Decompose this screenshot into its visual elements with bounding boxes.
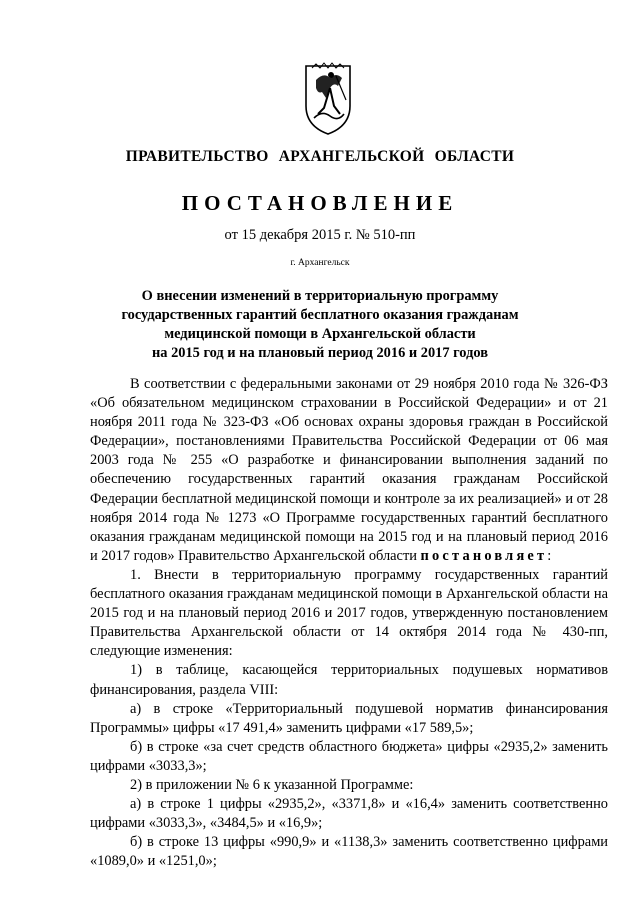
paragraph-1: 1. Внести в территориальную программу государственных гарантий бесплатного оказания гражданам медицинской помощи в Архангельской области на 2015 год и на плановый период 2016 и 2017 годов, утвержденную постановлением Правительства Архангельской области от 14 октября 2014 года № 430-пп, следующие изменения: [90,566,608,660]
paragraph-1-1-b: б) в строке «за счет средств областного бюджета» цифры «2935,2» заменить цифрами «3033,3»; [90,738,608,774]
title-line: государственных гарантий бесплатного оказания гражданам [121,307,519,323]
paragraph-1-1: 1) в таблице, касающейся территориальных подушевых нормативов финансирования, раздела VIII: [90,662,608,698]
paragraph-1-1-a: а) в строке «Территориальный подушевой норматив финансирования Программы» цифры «17 491,4» заменить цифрами «17 589,5»; [90,700,608,736]
paragraph-1-2: 2) в приложении № 6 к указанной Программе: [130,776,414,793]
paragraph-1-2-b: б) в строке 13 цифры «990,9» и «1138,3» заменить соответственно цифрами «1089,0» и «1251,0»; [90,834,608,870]
title-line: медицинской помощи в Архангельской области [164,326,476,342]
preamble-text: В соответствии с федеральными законами от 29 ноября 2010 года № 326-ФЗ «Об обязательном медицинском страховании в Российской Федерации» и от 21 ноября 2011 года № 323-ФЗ «Об основах охраны здоровья граждан в Российской Федерации», постановлениями Правительства Российской Федерации от 06 мая 2003 года № 255 «О разработке и финансировании выполнения заданий по обеспечению государственных гарантий оказания гражданам Российской Федерации бесплатной медицинской помощи и контроле за их реализацией» и от 28 ноября 2014 года № 1273 «О Программе государственных гарантий бесплатного оказания гражданам медицинской помощи на 2015 год и на плановый период 2016 и 2017 годов» Правительство Архангельской области [90,376,608,564]
coat-of-arms-emblem [300,62,356,136]
resolves-word: постановляет [420,547,548,564]
government-name: ПРАВИТЕЛЬСТВО АРХАНГЕЛЬСКОЙ ОБЛАСТИ [125,148,515,165]
document-title [90,287,550,363]
resolves-colon: : [547,547,552,564]
city: г. Архангельск [290,258,350,268]
paragraph-1-2-a: а) в строке 1 цифры «2935,2», «3371,8» и «16,4» заменить соответственно цифрами «3033,3», «3484,5» и «16,9»; [90,796,608,832]
title-line: О внесении изменений в территориальную программу [141,288,499,304]
document-type: ПОСТАНОВЛЕНИЕ [181,191,459,215]
title-line: на 2015 год и на плановый период 2016 и 2017 годов [152,345,488,361]
date-and-number: от 15 декабря 2015 г. № 510-пп [224,227,416,243]
preamble-paragraph [90,375,608,566]
document-body [90,375,608,871]
